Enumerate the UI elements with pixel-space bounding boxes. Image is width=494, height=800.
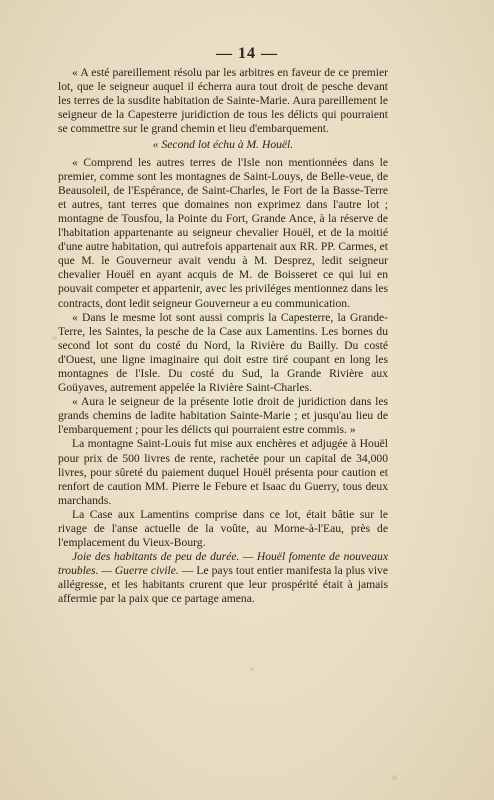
paper-stain bbox=[250, 667, 254, 671]
paragraph: La Case aux Lamentins comprise dans ce lot, était bâtie sur le rivage de l'anse actuelle de la voûte, au Morne-à-l'Eau, près de l'emplacement du Vieux-Bourg. bbox=[58, 507, 388, 550]
paragraph: « Dans le mesme lot sont aussi compris la Capesterre, la Grande-Terre, les Saintes, la pesche de la Case aux Lamentins. Les bornes du second lot sont du costé du Nord, la Rivière du Bailly. Du costé d'Ouest, une ligne imaginaire qui doit estre tiré coupant en long les montagnes de l'Isle. Du costé du Sud, la Grande Rivière aux Goüyaves, autrement appelée la Rivière Saint-Charles. bbox=[58, 310, 388, 395]
paragraph: « Comprend les autres terres de l'Isle non mentionnées dans le premier, comme sont les montagnes de Saint-Louys, de Belle-veue, de Beausoleil, de l'Espérance, de Saint-Charles, le Fort de la Basse-Terre et autres, tant terres que domaines non exprimez dans l'autre lot ; montagne de Tousfou, la Pointe du Fort, Grande Ance, à la réserve de l'habitation appartenante au seigneur chevalier Houël, et de la moitié d'une autre habitation, qui autrefois appartenait aux RR. PP. Carmes, et que M. le Gouverneur avait vendu à M. Desprez, ledit seigneur chevalier Houël en ayant acquis de M. de Boisseret ce qui lui en pouvait competer et appartenir, avec les priviléges mentionnez dans les contracts, dont ledit seigneur Gouverneur a eu communication. bbox=[58, 155, 388, 310]
body-text bbox=[58, 66, 388, 607]
paper-stain bbox=[392, 775, 397, 780]
paragraph-summary bbox=[58, 550, 388, 606]
section-heading: « Second lot échu à M. Houël. bbox=[152, 138, 294, 152]
paragraph: « A esté pareillement résolu par les arbitres en faveur de ce premier lot, que le seigneur auquel il écherra aura tout droit de pesche devant les terres de la susdite habitation de Sainte-Marie. Aura pareillement le seigneur de la Capesterre juridiction de tous les délicts qui pourraient se commettre sur le grand chemin et lieu d'embarquement. bbox=[58, 66, 388, 136]
page-number: — 14 — bbox=[216, 45, 278, 62]
paragraph: « Aura le seigneur de la présente lotie droit de juridiction dans les grands chemins de ladite habitation Sainte-Marie ; et jusqu'au lieu de l'embarquement ; pour les délicts qui pourraient estre commis. » bbox=[58, 395, 388, 437]
paper-stain bbox=[52, 336, 57, 340]
summary-italic: Joie des habitants de peu de durée. — Houël fomente de nouveaux troubles. — Guerre civile. bbox=[58, 550, 388, 578]
paragraph: La montagne Saint-Louis fut mise aux enchères et adjugée à Houël pour prix de 500 livres de rente, rachetée pour un capital de 34,000 livres, pour sûreté du paiement duquel Houël présenta pour caution et renfort de caution MM. Pierre le Febure et Isaac du Guerry, tous deux marchands. bbox=[58, 437, 388, 507]
summary-rest: — Le pays tout entier manifesta la plus vive allégresse, et les habitants crurent que leur prospérité était à jamais affermie par la paix que ce partage amena. bbox=[58, 564, 389, 606]
